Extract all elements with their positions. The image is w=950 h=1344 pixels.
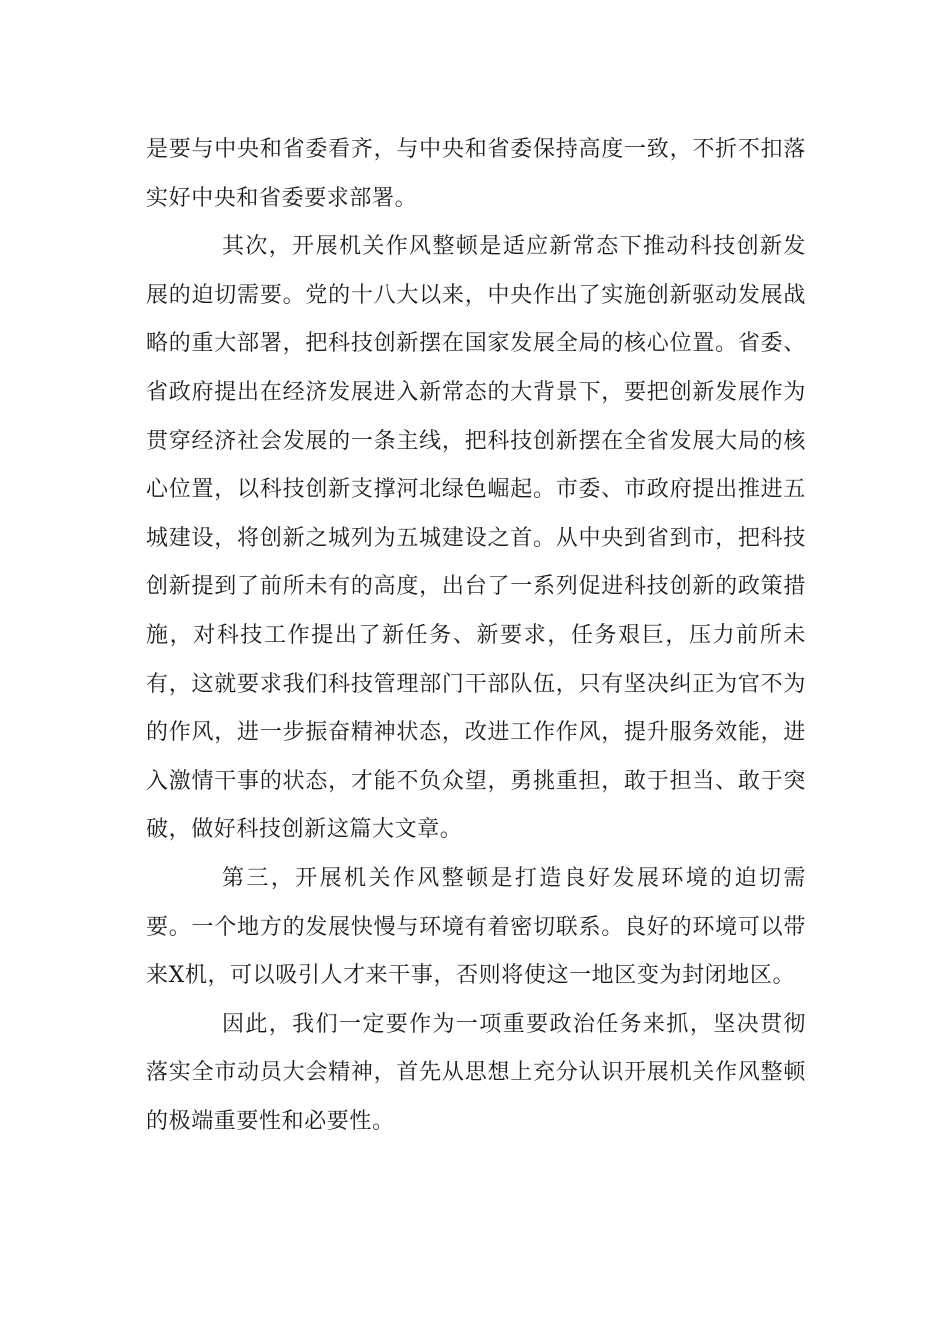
- paragraph-third-point: 第三，开展机关作风整顿是打造良好发展环境的迫切需要。一个地方的发展快慢与环境有着密切联系。良好的环境可以带来X机，可以吸引人才来干事，否则将使这一地区变为封闭地区。: [146, 865, 806, 989]
- paragraph-continuation: 是要与中央和省委看齐，与中央和省委保持高度一致，不折不扣落实好中央和省委要求部署。: [146, 137, 806, 211]
- paragraph-conclusion: 因此，我们一定要作为一项重要政治任务来抓，坚决贯彻落实全市动员大会精神，首先从思想上充分认识开展机关作风整顿的极端重要性和必要性。: [146, 1011, 806, 1134]
- paragraph-second-point: 其次，开展机关作风整顿是适应新常态下推动科技创新发展的迫切需要。党的十八大以来，中央作出了实施创新驱动发展战略的重大部署，把科技创新摆在国家发展全局的核心位置。省委、省政府提出在经济发展进入新常态的大背景下，要把创新发展作为贯穿经济社会发展的一条主线，把科技创新摆在全省发展大局的核心位置，以科技创新支撑河北绿色崛起。市委、市政府提出推进五城建设，将创新之城列为五城建设之首。从中央到省到市，把科技创新提到了前所未有的高度，出台了一系列促进科技创新的政策措施，对科技工作提出了新任务、新要求，任务艰巨，压力前所未有，这就要求我们科技管理部门干部队伍，只有坚决纠正为官不为的作风，进一步振奋精神状态，改进工作作风，提升服务效能，进入激情干事的状态，才能不负众望，勇挑重担，敢于担当、敢于突破，做好科技创新这篇大文章。: [146, 234, 806, 843]
- document-body: [146, 126, 806, 1146]
